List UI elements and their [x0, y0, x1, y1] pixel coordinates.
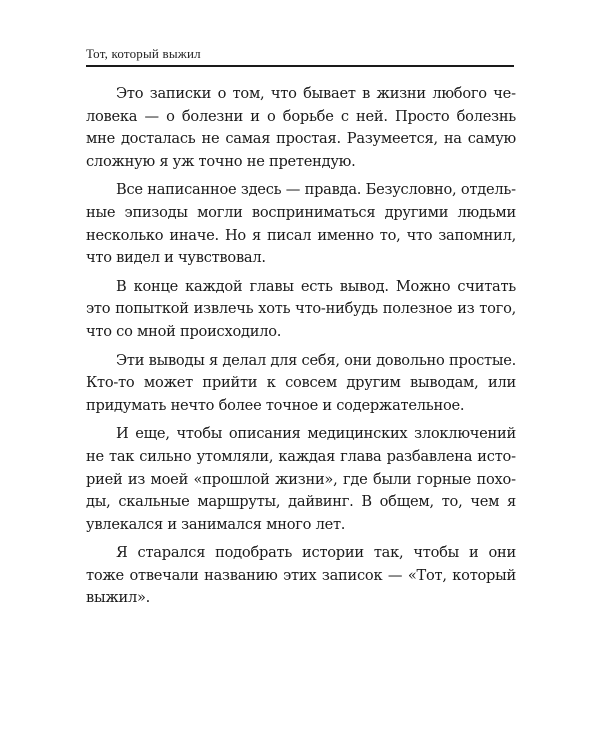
- paragraph: Я старался подобрать истории так, чтобы и они тоже отвечали названию этих записок — «Тот, который выжил».: [86, 544, 516, 607]
- body-text: [86, 83, 516, 616]
- header-rule: [86, 65, 514, 67]
- paragraph: Это записки о том, что бывает в жизни любого человека — о болезни и о борьбе с ней. Просто болезнь мне досталась не самая простая. Разумеется, на самую сложную я уж точно не претендую.: [86, 85, 516, 170]
- paragraph: Все написанное здесь — правда. Безусловно, отдельные эпизоды могли восприниматься другими людьми несколько иначе. Но я писал именно то, что запомнил, что видел и чувствовал.: [86, 181, 516, 267]
- running-header-title: Тот, который выжил: [86, 46, 201, 61]
- paragraph: Эти выводы я делал для себя, они довольно простые. Кто-то может прийти к совсем другим выводам, или придумать нечто более точное и содержательное.: [86, 351, 516, 414]
- paragraph: И еще, чтобы описания медицинских злоключений не так сильно утомляли, каждая глава разбавлена историей из моей «прошлой жизни», где были горные походы, скальные маршруты, дайвинг. В общем, то, чем я увлекался и занимался много лет.: [86, 425, 516, 533]
- paragraph: В конце каждой главы есть вывод. Можно считать это попыткой извлечь хоть что-нибудь полезное из того, что со мной происходило.: [86, 277, 516, 340]
